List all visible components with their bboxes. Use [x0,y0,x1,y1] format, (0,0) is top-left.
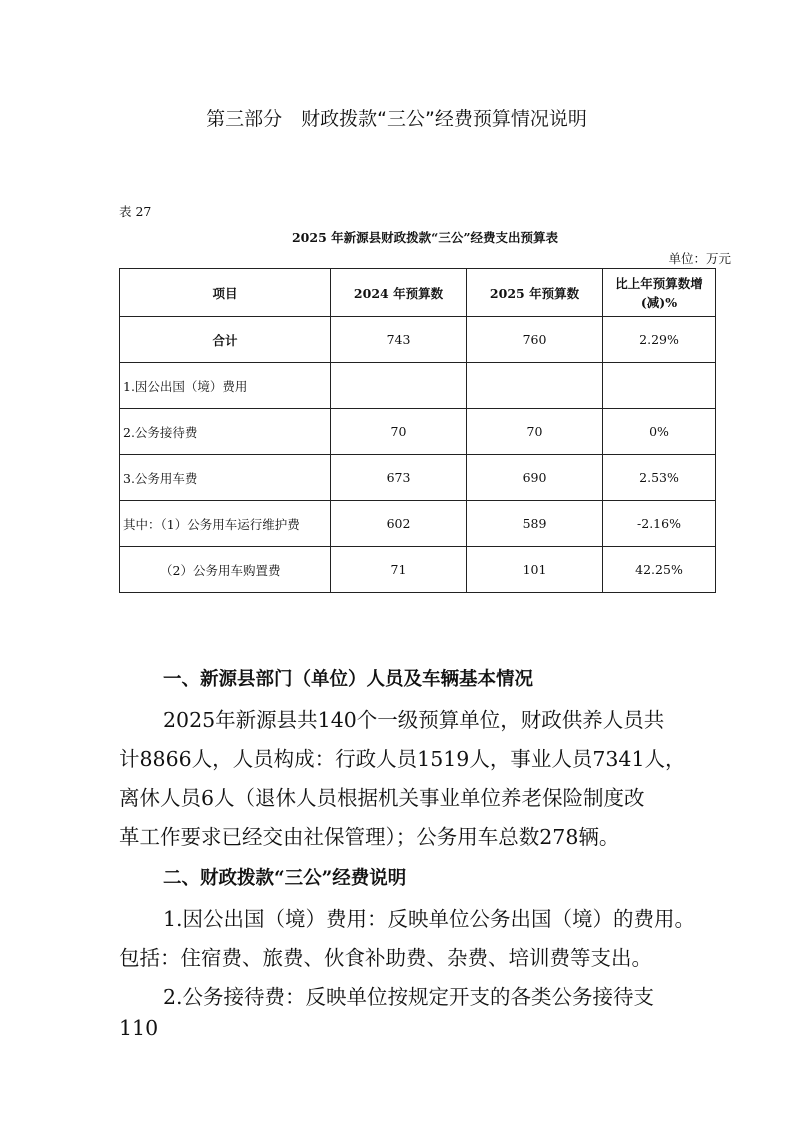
paragraph-line: 包括：住宿费、旅费、伙食补助费、杂费、培训费等支出。 [119,946,652,970]
cell-item: 合计 [120,317,331,363]
section-1-heading: 一、新源县部门（单位）人员及车辆基本情况 [163,669,534,690]
cell-2025: 101 [467,547,603,593]
cell-change: 2.53% [603,455,716,501]
cell-change: 42.25% [603,547,716,593]
table-row [120,409,716,455]
cell-item: 1.因公出国（境）费用 [120,363,331,409]
table-row [120,363,716,409]
paragraph-line: 计8866人，人员构成：行政人员1519人，事业人员7341人， [119,747,686,771]
paragraph-line: 革工作要求已经交由社保管理）；公务用车总数278辆。 [119,825,620,849]
cell-item: 其中：（1）公务用车运行维护费 [120,501,331,547]
cell-change: -2.16% [603,501,716,547]
cell-2024: 673 [331,455,467,501]
paragraph-line: 离休人员6人（退休人员根据机关事业单位养老保险制度改 [119,786,645,810]
cell-2025: 690 [467,455,603,501]
cell-2024: 743 [331,317,467,363]
paragraph-line: 1.因公出国（境）费用：反映单位公务出国（境）的费用。 [163,907,696,931]
budget-table [119,268,716,593]
cell-2025 [467,363,603,409]
section-2-heading: 二、财政拨款“三公”经费说明 [163,868,407,889]
cell-item: 2.公务接待费 [120,409,331,455]
cell-2024: 71 [331,547,467,593]
table-row [120,547,716,593]
cell-2024 [331,363,467,409]
table-row [120,455,716,501]
table-label: 表 27 [119,204,152,219]
header-2025: 2025 年预算数 [467,269,603,317]
page-number: 110 [119,1016,159,1040]
cell-2025: 70 [467,409,603,455]
cell-2025: 589 [467,501,603,547]
cell-2024: 602 [331,501,467,547]
cell-2024: 70 [331,409,467,455]
header-item: 项目 [120,269,331,317]
page-title: 第三部分 财政拨款“三公”经费预算情况说明 [206,108,587,130]
unit-label: 单位：万元 [668,251,731,266]
table-header-row [120,269,716,317]
cell-2025: 760 [467,317,603,363]
cell-item: 3.公务用车费 [120,455,331,501]
paragraph-line: 2025年新源县共140个一级预算单位，财政供养人员共 [163,708,665,732]
cell-change: 0% [603,409,716,455]
table-title: 2025 年新源县财政拨款“三公”经费支出预算表 [291,230,559,245]
header-change: 比上年预算数增(减)% [603,269,716,317]
table-row [120,317,716,363]
table-row [120,501,716,547]
cell-item: （2）公务用车购置费 [120,547,331,593]
cell-change: 2.29% [603,317,716,363]
header-2024: 2024 年预算数 [331,269,467,317]
cell-change [603,363,716,409]
paragraph-line: 2.公务接待费：反映单位按规定开支的各类公务接待支 [163,985,655,1009]
